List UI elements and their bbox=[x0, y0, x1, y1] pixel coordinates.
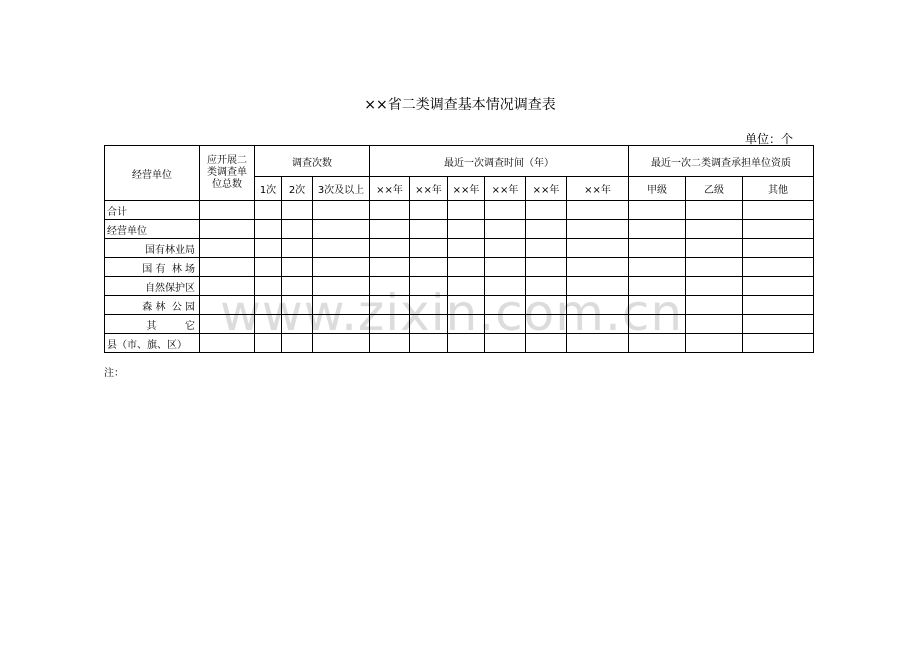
table-row bbox=[105, 220, 814, 239]
row-label: 森 林 公 园 bbox=[105, 296, 200, 315]
row-label: 经营单位 bbox=[105, 220, 200, 239]
header-count-col: 3次及以上 bbox=[313, 177, 370, 201]
header-count-col: 1次 bbox=[255, 177, 282, 201]
watermark: www.zixin.com.cn bbox=[220, 284, 684, 342]
header-qual-col: 乙级 bbox=[686, 177, 743, 201]
header-time-col: ××年 bbox=[410, 177, 448, 201]
survey-table bbox=[104, 145, 814, 353]
header-time-col: ××年 bbox=[370, 177, 410, 201]
row-label: 县（市、旗、区） bbox=[105, 334, 200, 353]
table-row bbox=[105, 277, 814, 296]
note-label: 注： bbox=[104, 368, 124, 379]
header-time-col: ××年 bbox=[485, 177, 526, 201]
table-row bbox=[105, 315, 814, 334]
header-qual-col: 甲级 bbox=[629, 177, 686, 201]
row-label: 其 它 bbox=[105, 315, 200, 334]
header-total: 应开展二 类调查单 位总数 bbox=[200, 146, 255, 201]
header-time-group: 最近一次调查时间（年） bbox=[370, 146, 629, 177]
header-time-col: ××年 bbox=[448, 177, 485, 201]
table-row bbox=[105, 201, 814, 220]
row-label: 合计 bbox=[105, 201, 200, 220]
header-qual-group: 最近一次二类调查承担单位资质 bbox=[629, 146, 814, 177]
header-time-col: ××年 bbox=[526, 177, 567, 201]
header-time-col: ××年 bbox=[567, 177, 629, 201]
row-label: 国 有 林 场 bbox=[105, 258, 200, 277]
table-row bbox=[105, 334, 814, 353]
header-qual-col: 其他 bbox=[743, 177, 814, 201]
header-unit: 经营单位 bbox=[105, 146, 200, 201]
table-row bbox=[105, 258, 814, 277]
header-count-col: 2次 bbox=[282, 177, 313, 201]
page-title: ××省二类调查基本情况调查表 bbox=[364, 97, 556, 113]
row-label: 自然保护区 bbox=[105, 277, 200, 296]
header-count-group: 调查次数 bbox=[255, 146, 370, 177]
row-label: 国有林业局 bbox=[105, 239, 200, 258]
unit-label: 单位：个 bbox=[745, 132, 794, 146]
table-row bbox=[105, 296, 814, 315]
table-row bbox=[105, 239, 814, 258]
